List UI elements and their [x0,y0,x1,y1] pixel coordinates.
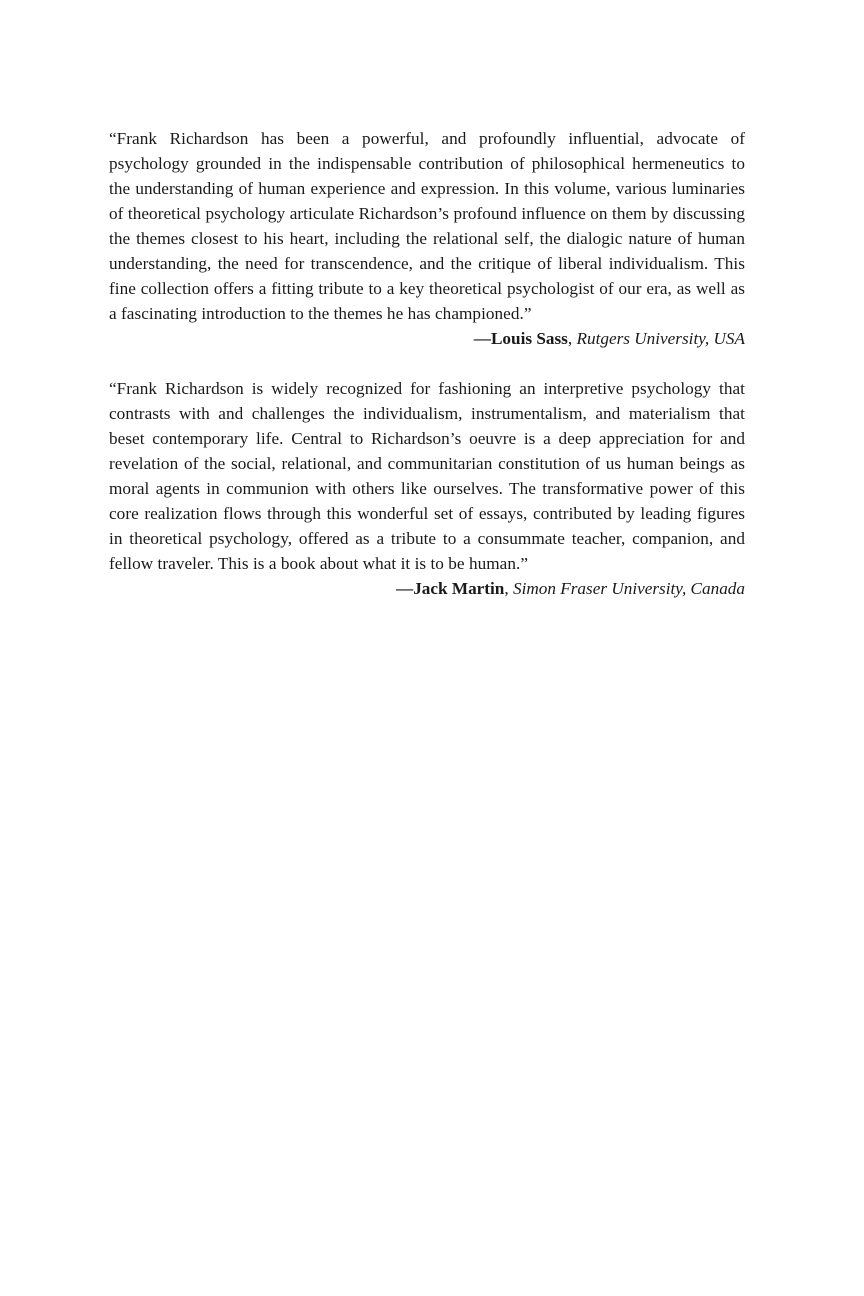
endorsements-page [109,126,745,626]
attribution-separator: , [504,579,513,598]
endorsement-attribution [109,326,745,351]
attribution-separator: , [567,329,577,348]
endorsement-quote: “Frank Richardson is widely recognized for fashioning an interpretive psychology that contrasts with and challenges the individualism, instrumentalism, and materialism that beset contemporary life. Central to Richardson’s oeuvre is a deep appreciation for and revelation of the social, relational, and communitarian constitution of us human beings as moral agents in communion with others like ourselves. The transformative power of this core realization flows through this wonderful set of essays, contributed by leading figures in theoretical psychology, offered as a tribute to a consummate teacher, companion, and fellow traveler. This is a book about what it is to be human.” [109,379,745,573]
endorsement-martin [109,376,745,601]
endorser-name: —Jack Martin [396,579,505,598]
endorser-name: —Louis Sass [473,329,568,348]
endorser-affiliation: Simon Fraser University, Canada [512,579,745,598]
endorsement-sass [109,126,745,351]
endorser-affiliation: Rutgers University, USA [576,329,745,348]
endorsement-quote: “Frank Richardson has been a powerful, and profoundly influential, advocate of psychology grounded in the indispensable contribution of philosophical hermeneutics to the understanding of human experience and expression. In this volume, various luminaries of theoretical psychology articulate Richardson’s profound influence on them by discussing the themes closest to his heart, including the relational self, the dialogic nature of human understanding, the need for transcendence, and the critique of liberal individualism. This fine collection offers a fitting tribute to a key theoretical psychologist of our era, as well as a fascinating introduction to the themes he has championed.” [109,129,745,323]
endorsement-attribution [109,576,745,601]
